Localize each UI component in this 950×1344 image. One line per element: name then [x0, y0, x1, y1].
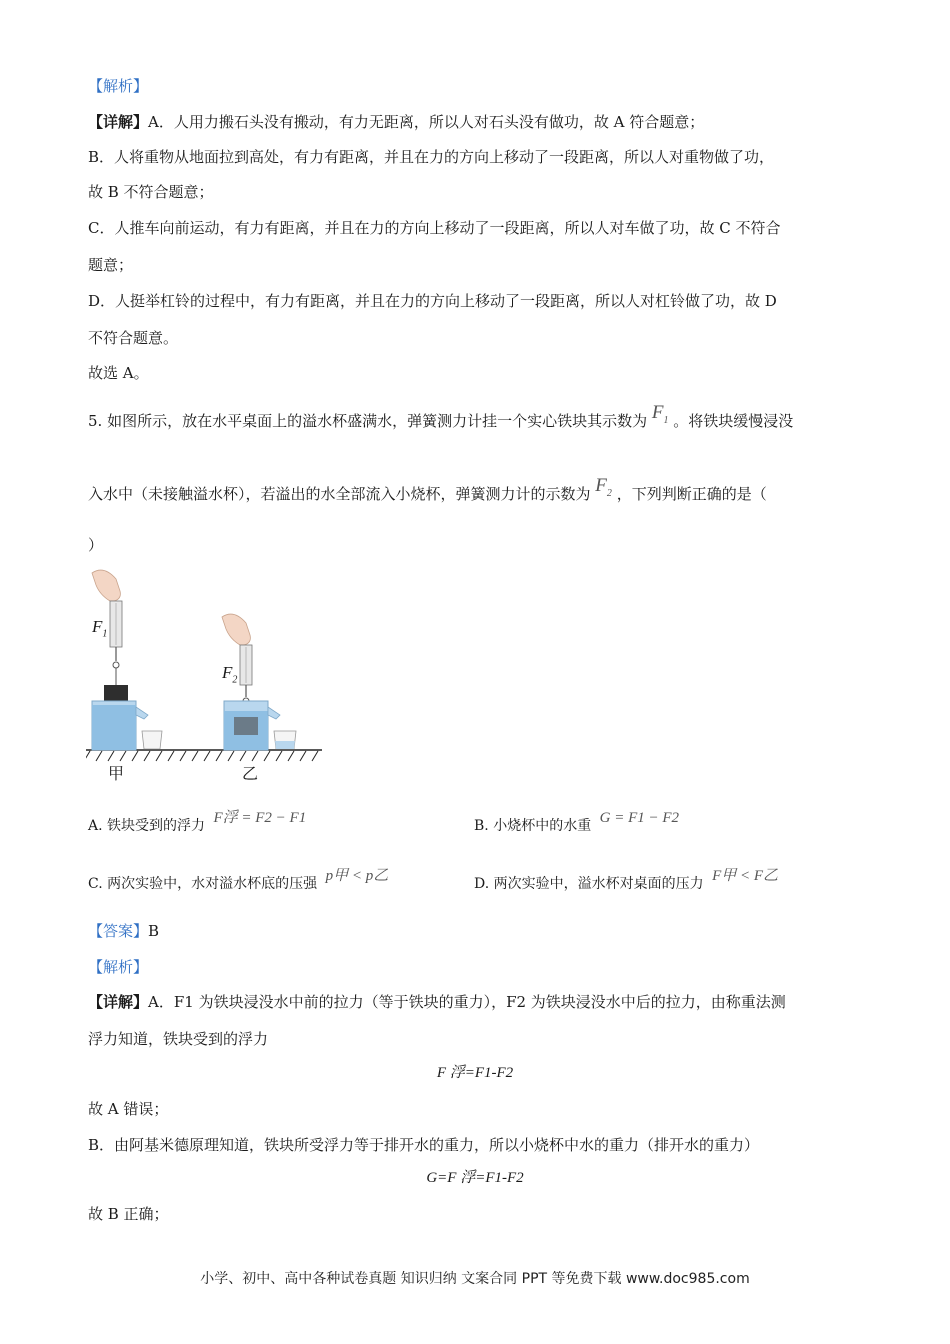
answer-value: B [148, 922, 160, 940]
question-line-2 [88, 475, 767, 513]
jiexi-heading: 【解析】 [88, 77, 149, 95]
experiment-figure [86, 565, 326, 785]
conclusion-line: 故选 A。 [88, 364, 149, 382]
detail-text-a: A．人用力搬石头没有搬动，有力无距离，所以人对石头没有做功，故 A 符合题意； [148, 113, 705, 131]
f2-symbol: $F_2$ [595, 475, 612, 499]
answer-xiangjie-label: 【详解】 [88, 993, 149, 1011]
answer-detail-a [88, 991, 786, 1013]
formula-weight: G=F 浮=F1-F2 [426, 1170, 524, 1186]
question-line-1 [88, 402, 794, 440]
question-text-1a: 5. 如图所示，放在水平桌面上的溢水杯盛满水，弹簧测力计挂一个实心铁块其示数为 [88, 412, 648, 430]
option-d-text: D. 两次实验中，溢水杯对桌面的压力 [474, 876, 704, 892]
answer-jiexi-heading: 【解析】 [88, 958, 149, 976]
answer-detail-a3: 故 A 错误； [88, 1100, 169, 1118]
question-text-2b: ，下列判断正确的是（ [616, 485, 767, 503]
option-c-formula: p甲 < p乙 [325, 868, 389, 884]
question-line-3: ） [88, 536, 104, 554]
answer-label: 【答案】 [88, 922, 149, 940]
f1-figure-label: $F_1$ [92, 617, 108, 640]
question-text-2a: 入水中（未接触溢水杯），若溢出的水全部流入小烧杯，弹簧测力计的示数为 [88, 485, 591, 503]
formula-buoyancy: F 浮=F1-F2 [436, 1065, 514, 1081]
f2-figure-label: $F_2$ [222, 663, 238, 686]
detail-line-c2: 题意； [88, 256, 134, 274]
option-d-formula: F甲 < F乙 [712, 868, 779, 884]
xiangjie-label: 【详解】 [88, 113, 149, 131]
option-a-formula: F浮 = F2 − F1 [213, 810, 307, 826]
experiment-illustration [86, 565, 326, 785]
detail-line-c: C．人推车向前运动，有力有距离，并且在力的方向上移动了一段距离，所以人对车做了功，故 C 不符合 [88, 219, 781, 237]
option-b [474, 810, 680, 837]
detail-line-b2: 故 B 不符合题意； [88, 183, 214, 201]
option-c [88, 868, 389, 895]
answer-line [88, 920, 159, 942]
f1-symbol: $F_1$ [651, 402, 669, 426]
option-b-text: B. 小烧杯中的水重 [474, 818, 592, 834]
option-a-text: A. 铁块受到的浮力 [88, 818, 206, 834]
detail-line-b: B．人将重物从地面拉到高处，有力有距离，并且在力的方向上移动了一段距离，所以人对重物做了功， [88, 148, 775, 166]
detail-line-d: D．人挺举杠铃的过程中，有力有距离，并且在力的方向上移动了一段距离，所以人对杠铃做了功，故 D [88, 292, 777, 310]
question-text-1b: 。将铁块缓慢浸没 [673, 412, 794, 430]
answer-detail-b2: 故 B 正确； [88, 1205, 169, 1223]
option-b-formula: G = F1 − F2 [599, 810, 680, 826]
answer-detail-a-text: A．F1 为铁块浸没水中前的拉力（等于铁块的重力），F2 为铁块浸没水中后的拉力，由称重法测 [148, 993, 786, 1011]
option-a [88, 810, 307, 837]
option-c-text: C. 两次实验中，水对溢水杯底的压强 [88, 876, 318, 892]
caption-jia: 甲 [108, 764, 125, 783]
answer-detail-b: B．由阿基米德原理知道，铁块所受浮力等于排开水的重力，所以小烧杯中水的重力（排开水的重力） [88, 1136, 760, 1154]
detail-line-a [88, 111, 704, 133]
page-footer: 小学、初中、高中各种试卷真题 知识归纳 文案合同 PPT 等免费下载 www.doc985.com [200, 1271, 750, 1287]
detail-line-d2: 不符合题意。 [88, 329, 179, 347]
answer-detail-a2: 浮力知道，铁块受到的浮力 [88, 1030, 269, 1048]
option-d [474, 868, 779, 895]
caption-yi: 乙 [242, 764, 259, 783]
